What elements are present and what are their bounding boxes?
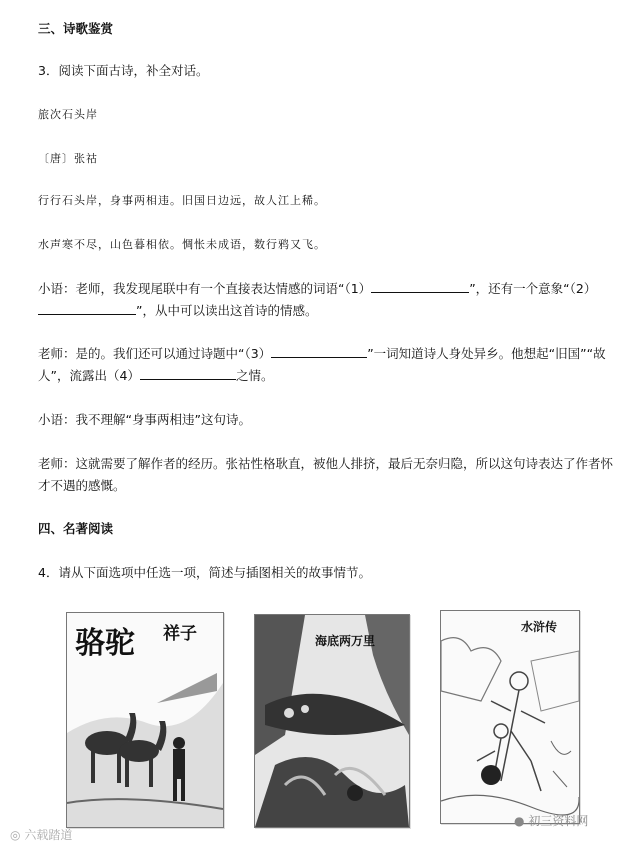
- answer-blank-4[interactable]: [140, 367, 236, 380]
- poem-author: 〔唐〕张祜: [38, 152, 98, 165]
- dialogue-paragraph-3: 小语：我不理解“身事两相违”这句诗。: [38, 412, 251, 427]
- dialogue-paragraph-2: [38, 345, 606, 363]
- wechat-icon: ●: [514, 814, 525, 828]
- dialogue-paragraph-1: [38, 280, 596, 298]
- illustration-title: 海底两万里: [315, 634, 376, 648]
- section4-heading: 四、名著阅读: [38, 521, 114, 536]
- dialogue-text: 之情。: [235, 368, 274, 383]
- illustration-title: 骆驼: [75, 626, 135, 661]
- answer-blank-2[interactable]: [38, 302, 136, 315]
- dialogue-text: ”，还有一个意象“（2）: [469, 281, 597, 296]
- watermark-text: 初三资料网: [528, 814, 589, 828]
- dialogue-paragraph-2-cont: [38, 367, 273, 385]
- dialogue-text: 小语：老师，我发现尾联中有一个直接表达情感的词语“（1）: [38, 281, 372, 296]
- poem-title: 旅次石头岸: [38, 108, 98, 121]
- poem-line-2: 水声寒不尽，山色暮相依。惆怅未成语，数行鸦又飞。: [38, 238, 326, 251]
- poem-line-1: 行行石头岸，身事两相违。旧国日边远，故人江上稀。: [38, 194, 326, 207]
- dialogue-paragraph-4-cont: 才不遇的感慨。: [38, 478, 126, 493]
- illustration-title: 祥子: [163, 624, 197, 644]
- weibo-icon: ◎: [10, 828, 21, 842]
- illustration-twenty-thousand-leagues: [254, 614, 410, 828]
- dialogue-paragraph-1-cont: [38, 302, 317, 320]
- section3-heading: 三、诗歌鉴赏: [38, 21, 114, 36]
- dialogue-text: ”一词知道诗人身处异乡。他想起“旧国”“故: [367, 346, 606, 361]
- illustration-water-margin: [440, 610, 580, 824]
- dialogue-paragraph-4: 老师：这就需要了解作者的经历。张祜性格耿直，被他人排挤，最后无奈归隐，所以这句诗表达了作者怀: [38, 456, 614, 471]
- illustration-camel-xiangzi: [66, 612, 224, 828]
- watermark-text: 六载踏道: [24, 828, 73, 842]
- watermark-left: [10, 826, 72, 843]
- watermark-right: [514, 812, 588, 829]
- answer-blank-3[interactable]: [271, 345, 367, 358]
- question3-prompt: 3．阅读下面古诗，补全对话。: [38, 63, 209, 78]
- dialogue-text: ”，从中可以读出这首诗的情感。: [136, 303, 318, 318]
- question4-prompt: 4．请从下面选项中任选一项，简述与插图相关的故事情节。: [38, 565, 371, 580]
- illustration-title: 水浒传: [521, 620, 558, 634]
- answer-blank-1[interactable]: [371, 280, 469, 293]
- dialogue-text: 人”，流露出（4）: [38, 368, 140, 383]
- dialogue-text: 老师：是的。我们还可以通过诗题中“（3）: [38, 346, 272, 361]
